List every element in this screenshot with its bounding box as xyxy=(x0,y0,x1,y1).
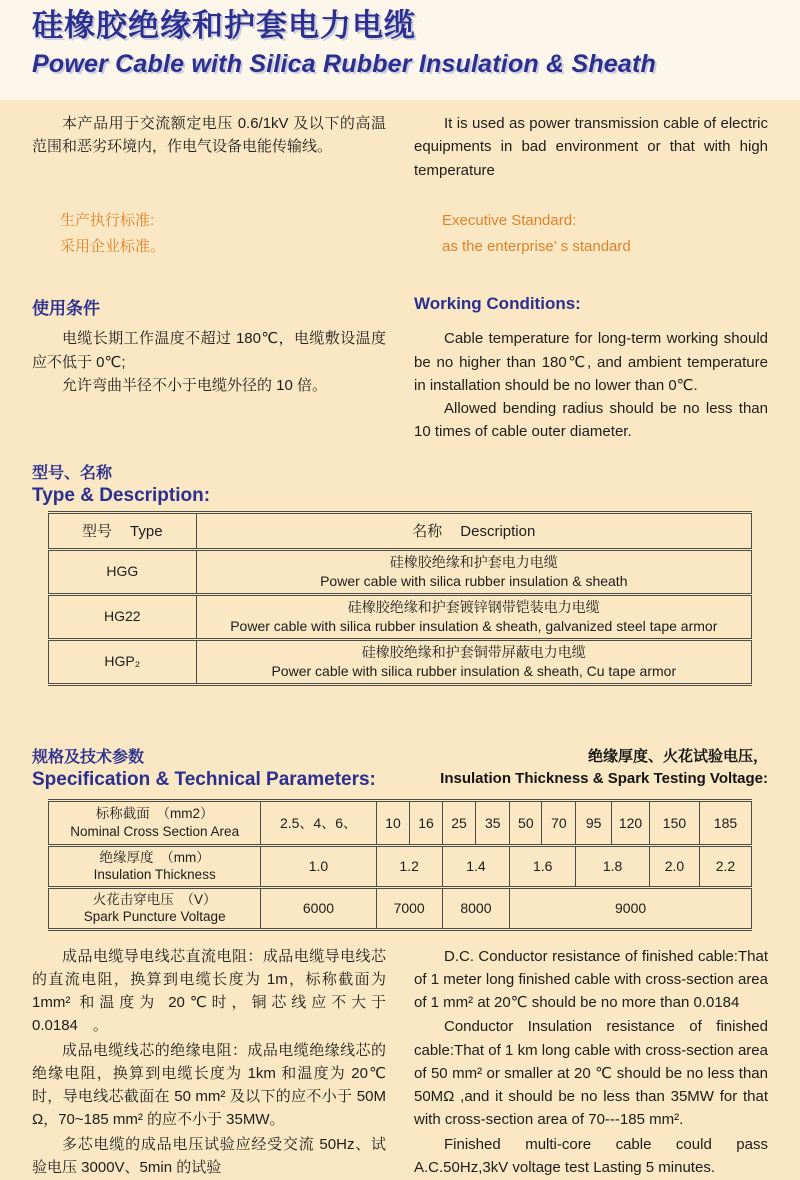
type-description-table xyxy=(48,511,752,686)
note-en-paragraph-2: Conductor Insulation resistance of finished cable:That of 1 km long cable with cross-section area of 50 mm² or smaller at 20 ℃ should be no less than 50MΩ ,and it should be no less than 35MW for that with cross-section area of 70---185 mm². xyxy=(414,1018,768,1129)
cross-section-value: 70 xyxy=(542,800,576,845)
row-label-zh: 火花击穿电压 （V） xyxy=(92,891,217,907)
wc-en-paragraph-2: Allowed bending radius should be no less than 10 times of cable outer diameter. xyxy=(414,400,768,441)
technical-notes-zh xyxy=(32,945,386,1180)
type-heading-zh: 型号、名称 xyxy=(32,464,113,482)
description-en: Power cable with silica rubber insulation & sheath, galvanized steel tape armor xyxy=(230,617,718,634)
type-table-header-row xyxy=(49,512,752,549)
page-header xyxy=(0,0,800,100)
type-heading-en: Type & Description: xyxy=(32,484,211,506)
spark-voltage-value: 6000 xyxy=(261,887,376,929)
row-label-en: Spark Puncture Voltage xyxy=(83,909,226,925)
row-label-cross-section xyxy=(49,800,261,845)
production-standard-zh xyxy=(32,208,386,261)
cross-section-row xyxy=(49,800,752,845)
standards-section xyxy=(0,208,800,261)
cross-section-value: 95 xyxy=(576,800,612,845)
type-cell: HG22 xyxy=(49,594,197,639)
cross-section-value: 25 xyxy=(442,800,476,845)
table-row xyxy=(49,549,752,594)
standard-en-line1: Executive Standard: xyxy=(442,211,577,229)
insulation-value: 1.2 xyxy=(376,845,442,887)
standard-zh-line2: 采用企业标准。 xyxy=(60,238,166,255)
description-column-header xyxy=(196,512,751,549)
intro-section xyxy=(0,112,800,182)
spark-voltage-value: 8000 xyxy=(442,887,509,929)
working-conditions-heading-en: Working Conditions: xyxy=(414,294,581,314)
insulation-thickness-row xyxy=(49,845,752,887)
spec-headings-section xyxy=(0,744,800,791)
cross-section-value: 35 xyxy=(476,800,510,845)
description-cell xyxy=(196,594,751,639)
insulation-value: 1.0 xyxy=(261,845,376,887)
wc-en-paragraph-1: Cable temperature for long-term working should be no higher than 180℃, and ambient temperature in installation should be no lower than 0℃. xyxy=(414,330,768,394)
working-conditions-heading-zh: 使用条件 xyxy=(32,299,100,319)
page-title-en: Power Cable with Silica Rubber Insulation & Sheath xyxy=(32,49,656,78)
row-label-en: Insulation Thickness xyxy=(93,867,216,883)
description-en: Power cable with silica rubber insulation & sheath xyxy=(320,572,628,589)
executive-standard-en xyxy=(414,208,768,261)
cross-section-value: 185 xyxy=(699,800,751,845)
technical-notes-en xyxy=(414,945,768,1180)
spark-voltage-value: 9000 xyxy=(510,887,752,929)
row-label-zh: 标称截面 （mm2） xyxy=(95,805,214,821)
cross-section-value: 10 xyxy=(376,800,410,845)
table-row xyxy=(49,594,752,639)
insulation-value: 1.4 xyxy=(442,845,509,887)
insulation-value: 2.2 xyxy=(699,845,751,887)
description-en: Power cable with silica rubber insulation & sheath, Cu tape armor xyxy=(271,662,677,679)
working-conditions-body xyxy=(0,327,800,443)
spec-parameters-table xyxy=(48,799,752,931)
type-description-section xyxy=(0,460,800,686)
type-cell: HGG xyxy=(49,549,197,594)
description-cell xyxy=(196,549,751,594)
description-zh: 硅橡胶绝缘和护套镀锌钢带铠装电力电缆 xyxy=(347,598,600,615)
page-title-zh: 硅橡胶绝缘和护套电力电缆 xyxy=(32,8,416,43)
insulation-value: 1.8 xyxy=(576,845,650,887)
spec-headings-left xyxy=(32,744,376,791)
description-zh: 硅橡胶绝缘和护套电力电缆 xyxy=(389,553,558,570)
intro-paragraph-en: It is used as power transmission cable of electric equipments in bad environment or that with high temperature xyxy=(414,115,768,179)
standard-en-line2: as the enterprise’ s standard xyxy=(442,238,631,255)
technical-notes-section xyxy=(0,945,800,1180)
insulation-spark-heading-en: Insulation Thickness & Spark Testing Voltage: xyxy=(440,770,768,787)
note-en-paragraph-1: D.C. Conductor resistance of finished cable:That of 1 meter long finished cable with cross-section area of 1 mm² at 20℃ should be no more than 0.0184 xyxy=(414,947,768,1012)
spec-heading-zh: 规格及技术参数 xyxy=(32,748,145,766)
insulation-spark-heading-zh: 绝缘厚度、火花试验电压， xyxy=(587,747,768,765)
insulation-value: 1.6 xyxy=(510,845,576,887)
cross-section-value: 2.5、4、6、 xyxy=(261,800,376,845)
intro-paragraph-zh: 本产品用于交流额定电压 0.6/1kV 及以下的高温范围和恶劣环境内，作电气设备电能传输线。 xyxy=(32,115,386,156)
working-conditions-headings xyxy=(0,294,800,319)
description-zh: 硅橡胶绝缘和护套铜带屏蔽电力电缆 xyxy=(361,643,586,660)
note-en-paragraph-3: Finished multi-core cable could pass A.C.50Hz,3kV voltage test Lasting 5 minutes. xyxy=(414,1135,768,1176)
type-column-header xyxy=(49,512,197,549)
spec-heading-en: Specification & Technical Parameters: xyxy=(32,768,376,790)
note-zh-paragraph-2: 成品电缆线芯的绝缘电阻：成品电缆绝缘线芯的绝缘电阻，换算到电缆长度为 1km 和温度为 20℃时，导电线芯截面在 50 mm² 及以下的应不小于 50M Ω，70~185 mm² 的应不小于 35MW。 xyxy=(32,1041,386,1129)
spark-voltage-value: 7000 xyxy=(376,887,442,929)
cross-section-value: 16 xyxy=(410,800,442,845)
type-cell: HGP₂ xyxy=(49,639,197,684)
working-conditions-text-en xyxy=(414,327,768,443)
insulation-value: 2.0 xyxy=(650,845,700,887)
spec-headings-right xyxy=(440,746,768,791)
cross-section-value: 50 xyxy=(510,800,542,845)
note-zh-paragraph-3: 多芯电缆的成品电压试验应经受交流 50Hz、试验电压 3000V、5min 的试验 xyxy=(32,1135,386,1176)
spark-voltage-row xyxy=(49,887,752,929)
cross-section-value: 120 xyxy=(612,800,650,845)
row-label-zh: 绝缘厚度 （mm） xyxy=(99,849,210,865)
wc-zh-paragraph-1: 电缆长期工作温度不超过 180℃，电缆敷设温度应不低于 0℃; xyxy=(32,330,386,371)
wc-zh-paragraph-2: 允许弯曲半径不小于电缆外径的 10 倍。 xyxy=(62,376,328,394)
row-label-insulation xyxy=(49,845,261,887)
row-label-spark xyxy=(49,887,261,929)
cross-section-value: 150 xyxy=(650,800,700,845)
working-conditions-text-zh xyxy=(32,327,386,443)
table-row xyxy=(49,639,752,684)
type-header-en: Type xyxy=(130,523,163,540)
description-cell xyxy=(196,639,751,684)
row-label-en: Nominal Cross Section Area xyxy=(70,823,240,839)
note-zh-paragraph-1: 成品电缆导电线芯直流电阻：成品电缆导电线芯的直流电阻，换算到电缆长度为 1m，标称截面为 1mm² 和温度为 20℃时，铜芯线应不大于 0.0184 。 xyxy=(32,947,386,1035)
desc-header-en: Description xyxy=(460,523,536,540)
type-header-zh: 型号 xyxy=(82,523,113,540)
standard-zh-line1: 生产执行标准: xyxy=(60,211,155,229)
desc-header-zh: 名称 xyxy=(412,523,443,540)
